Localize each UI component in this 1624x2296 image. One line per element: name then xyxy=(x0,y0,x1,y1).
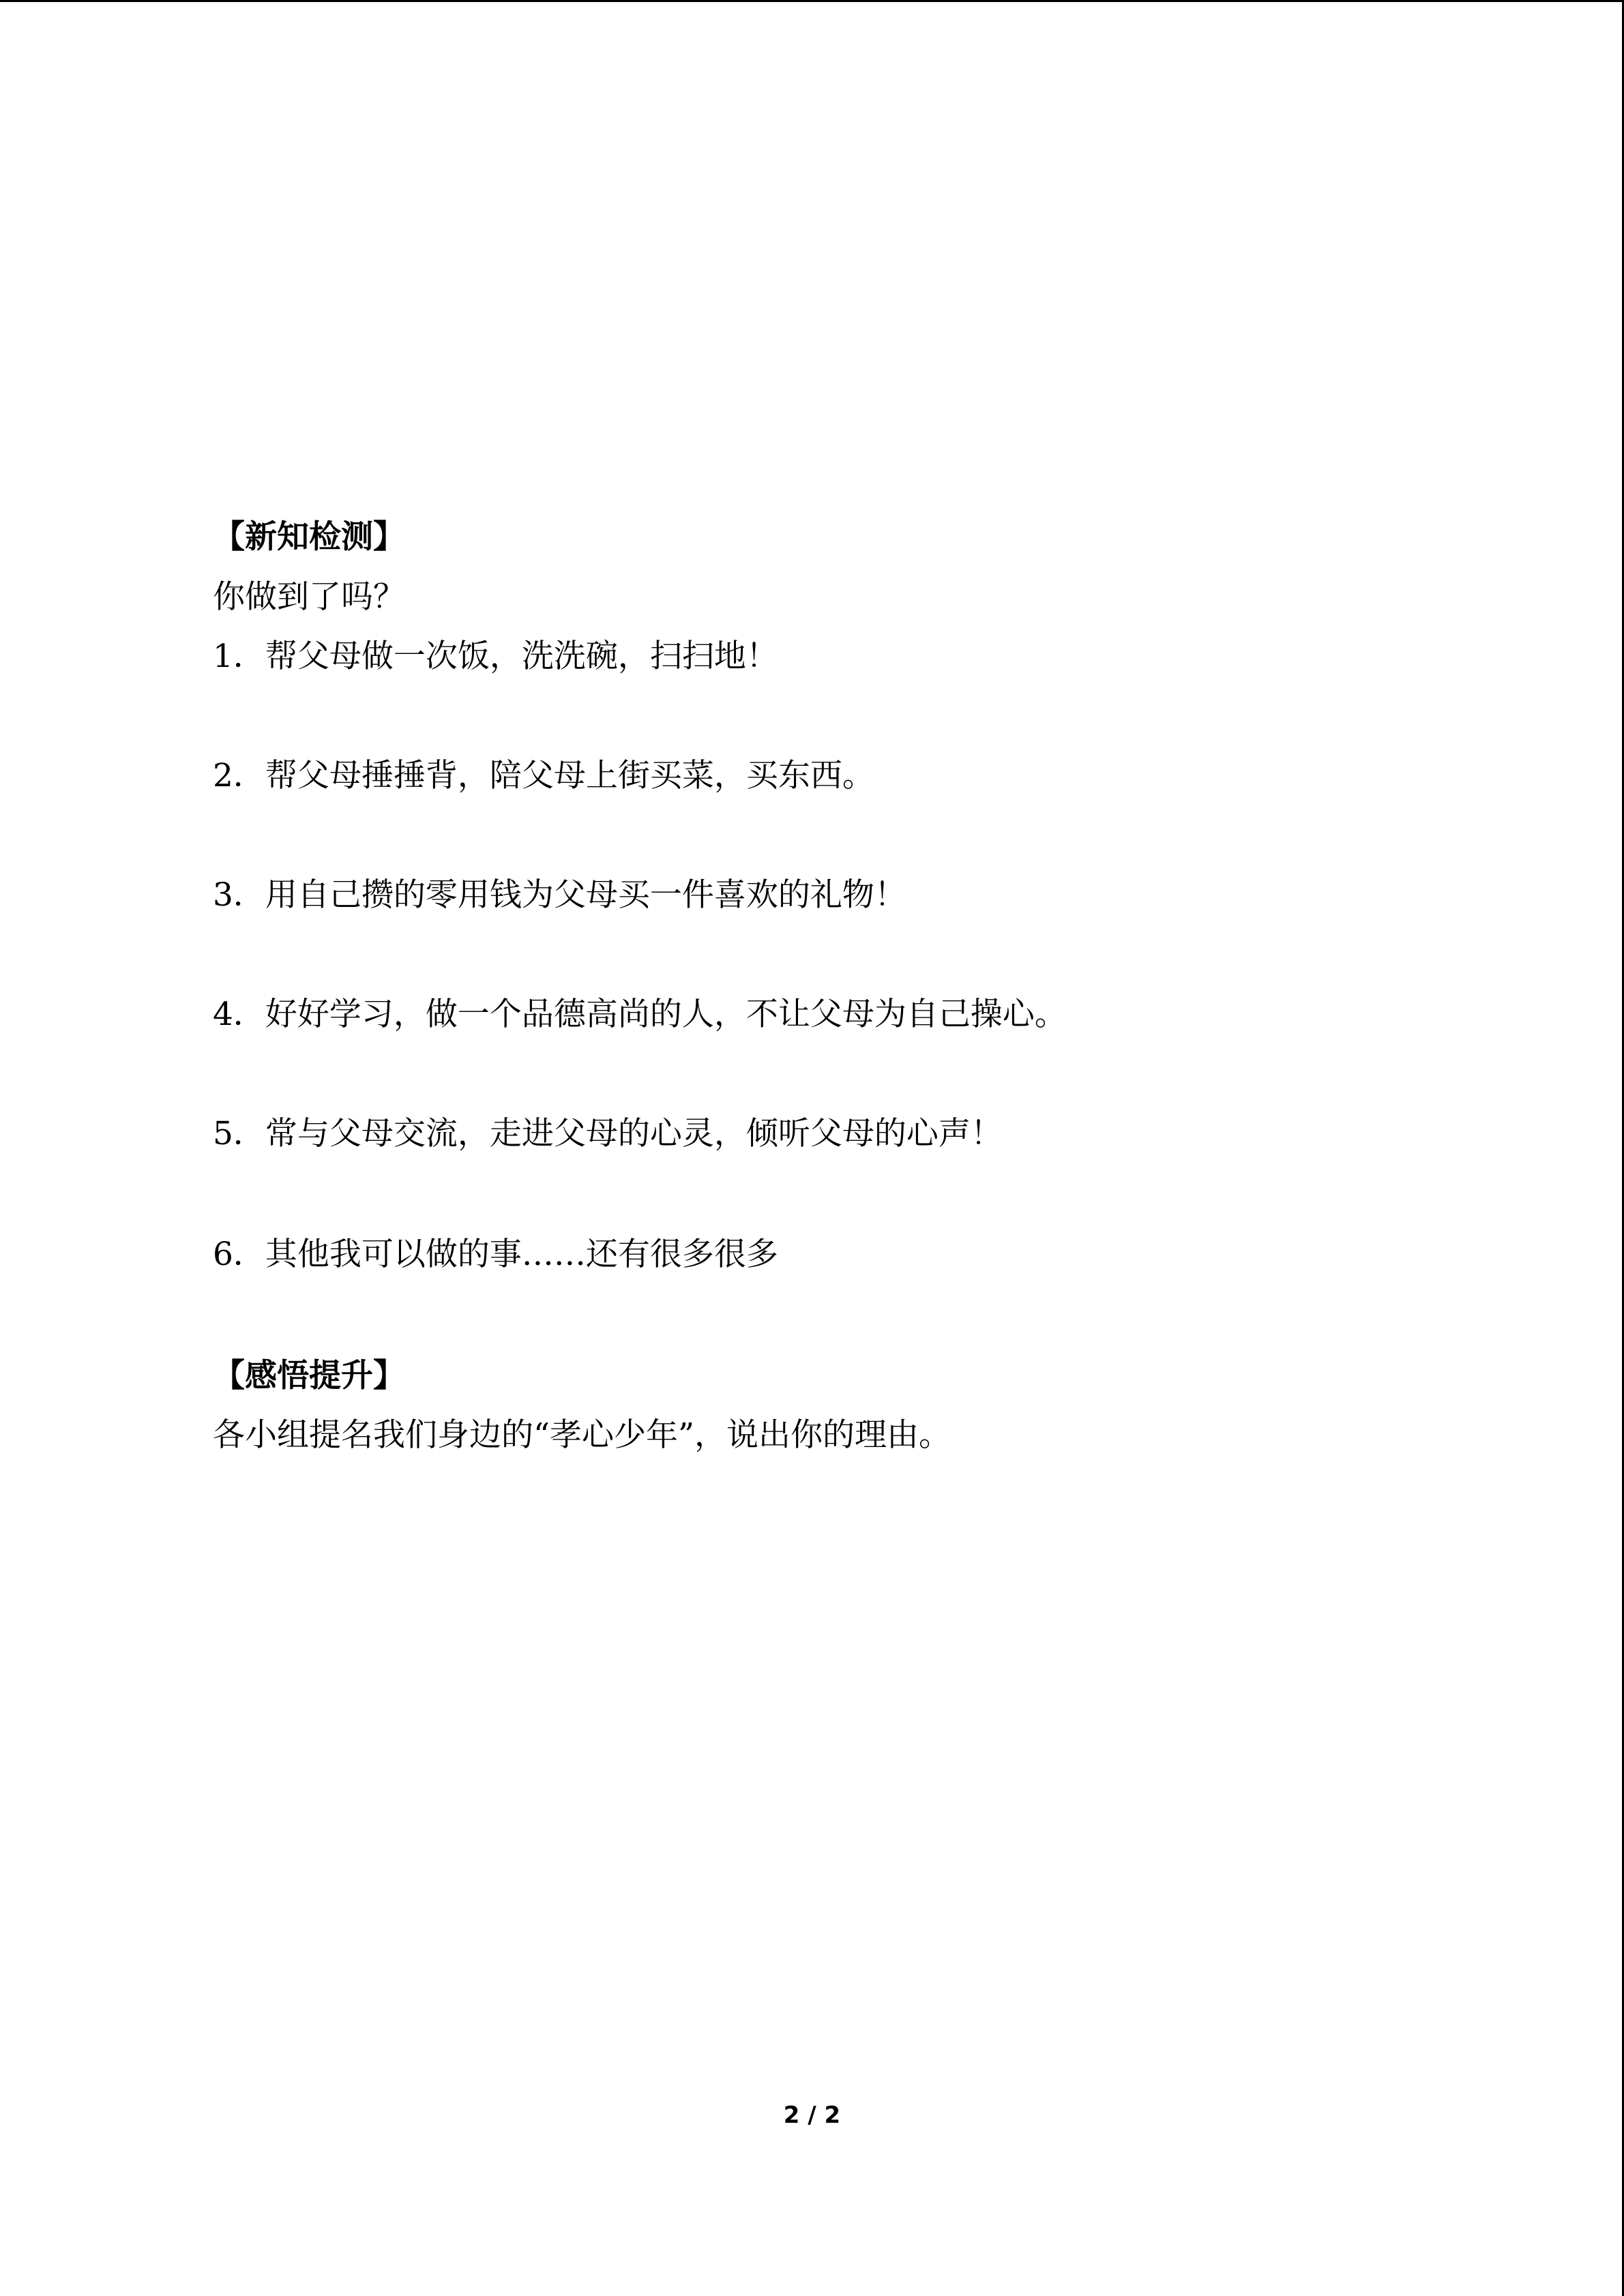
section-heading-reflection: 【感悟提升】 xyxy=(213,1357,405,1395)
reflection-text: 各小组提名我们身边的“孝心少年”，说出你的理由。 xyxy=(213,1416,951,1454)
section-prompt: 你做到了吗？ xyxy=(213,578,405,616)
list-item-1: 1．帮父母做一次饭，洗洗碗，扫扫地！ xyxy=(213,638,778,675)
page-number: 2 / 2 xyxy=(783,2102,841,2129)
list-item-5: 5．常与父母交流，走进父母的心灵，倾听父母的心声！ xyxy=(213,1115,1003,1152)
section-heading-new-knowledge: 【新知检测】 xyxy=(213,518,405,556)
list-item-6: 6．其他我可以做的事……还有很多很多 xyxy=(213,1236,778,1273)
list-item-4: 4．好好学习，做一个品德高尚的人，不让父母为自己操心。 xyxy=(213,996,1067,1033)
list-item-2: 2．帮父母捶捶背，陪父母上街买菜，买东西。 xyxy=(213,757,874,794)
page-border-top xyxy=(0,0,1624,2)
list-item-3: 3．用自己攒的零用钱为父母买一件喜欢的礼物！ xyxy=(213,876,906,914)
